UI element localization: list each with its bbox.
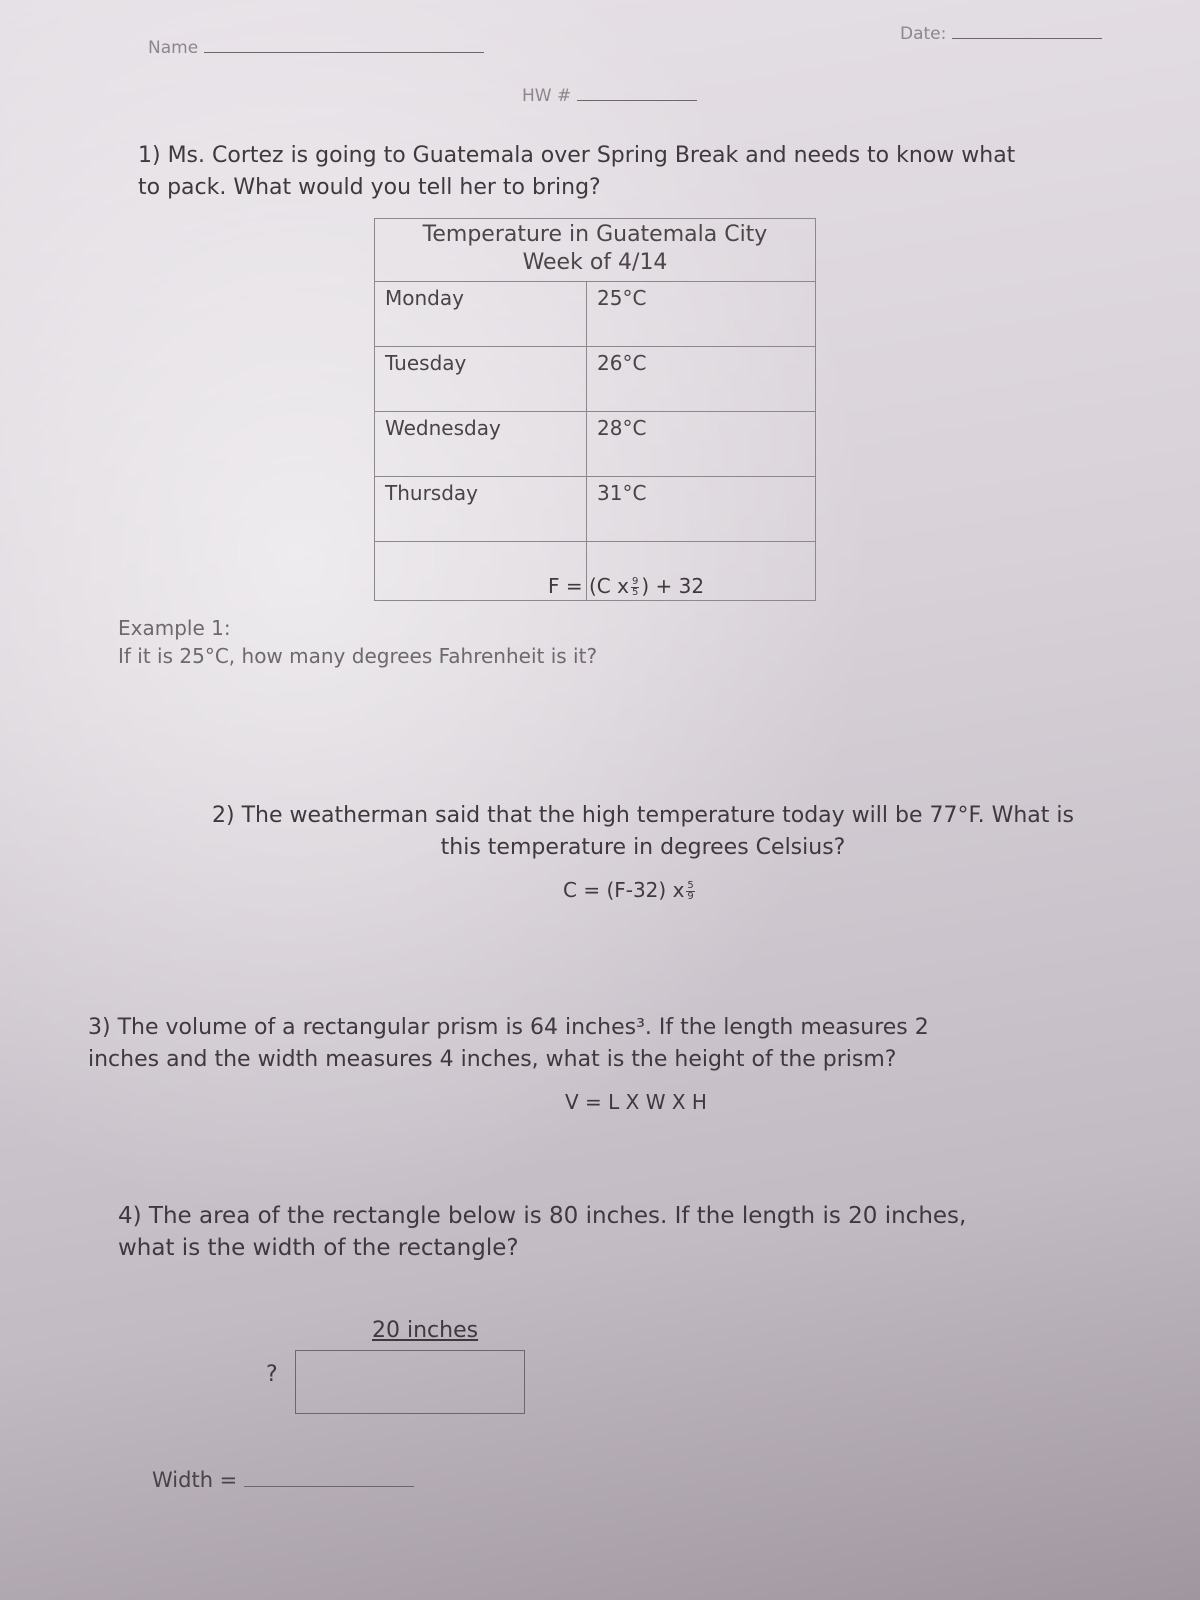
question-2-line1: 2) The weatherman said that the high temperature today will be 77°F. What is bbox=[212, 803, 1074, 828]
formula-right: ) + 32 bbox=[641, 574, 705, 598]
question-4-line1: 4) The area of the rectangle below is 80 inches. If the length is 20 inches, bbox=[118, 1203, 967, 1229]
celsius-formula bbox=[563, 878, 697, 902]
question-4 bbox=[118, 1200, 1188, 1264]
example-text: If it is 25°C, how many degrees Fahrenheit is it? bbox=[118, 644, 598, 668]
date-blank bbox=[952, 38, 1102, 39]
rectangle-length-label: 20 inches bbox=[372, 1318, 479, 1343]
question-3-line1: 3) The volume of a rectangular prism is 64 inches³. If the length measures 2 bbox=[88, 1015, 929, 1040]
formula-left: C = (F-32) x bbox=[563, 878, 685, 902]
formula-left: F = (C x bbox=[548, 574, 629, 598]
width-answer-blank bbox=[244, 1486, 414, 1487]
fraction-numerator: 9 bbox=[631, 576, 639, 587]
question-1-line2: to pack. What would you tell her to bring? bbox=[138, 175, 601, 200]
question-2-line2: this temperature in degrees Celsius? bbox=[440, 835, 846, 860]
fraction-numerator: 5 bbox=[687, 880, 694, 891]
hw-label: HW # bbox=[522, 86, 572, 106]
table-cell-temp: 26°C bbox=[597, 351, 647, 375]
table-row bbox=[375, 477, 815, 542]
width-answer-label: Width = bbox=[152, 1468, 238, 1492]
table-cell-day: Wednesday bbox=[375, 412, 587, 476]
volume-formula: V = L X W X H bbox=[565, 1090, 707, 1114]
date-label: Date: bbox=[900, 24, 947, 44]
fraction-denominator: 5 bbox=[631, 587, 639, 598]
rectangle-diagram bbox=[295, 1350, 525, 1414]
table-cell-temp: 25°C bbox=[597, 286, 647, 310]
name-blank bbox=[204, 52, 484, 53]
example-1 bbox=[118, 614, 597, 670]
question-4-line2: what is the width of the rectangle? bbox=[118, 1235, 519, 1261]
table-cell-temp: 28°C bbox=[597, 416, 647, 440]
width-answer bbox=[152, 1468, 414, 1492]
table-cell-day: Tuesday bbox=[375, 347, 587, 411]
table-row bbox=[375, 347, 815, 412]
table-cell-day: Monday bbox=[375, 282, 587, 346]
hw-field bbox=[522, 86, 697, 106]
name-field bbox=[148, 38, 484, 58]
table-cell-day: Thursday bbox=[375, 477, 587, 541]
temperature-table bbox=[374, 218, 816, 601]
rectangle-width-label: ? bbox=[266, 1362, 278, 1387]
table-row bbox=[375, 282, 815, 347]
date-field bbox=[900, 24, 1102, 44]
fraction-denominator: 9 bbox=[687, 891, 694, 902]
question-3-line2: inches and the width measures 4 inches, what is the height of the prism? bbox=[88, 1047, 897, 1072]
fraction bbox=[686, 881, 694, 902]
question-1-line1: 1) Ms. Cortez is going to Guatemala over Spring Break and needs to know what bbox=[138, 143, 1016, 168]
question-2 bbox=[118, 800, 1168, 864]
fahrenheit-formula bbox=[548, 574, 704, 598]
name-label: Name bbox=[148, 38, 199, 58]
table-cell-temp: 31°C bbox=[597, 481, 647, 505]
fraction bbox=[631, 577, 639, 598]
example-label: Example 1: bbox=[118, 616, 231, 640]
hw-blank bbox=[577, 100, 697, 101]
question-1 bbox=[138, 140, 1138, 204]
question-3 bbox=[88, 1012, 1188, 1076]
table-row bbox=[375, 412, 815, 477]
table-title-line1: Temperature in Guatemala City bbox=[422, 222, 768, 247]
table-title-line2: Week of 4/14 bbox=[522, 250, 668, 275]
table-title bbox=[375, 219, 815, 282]
